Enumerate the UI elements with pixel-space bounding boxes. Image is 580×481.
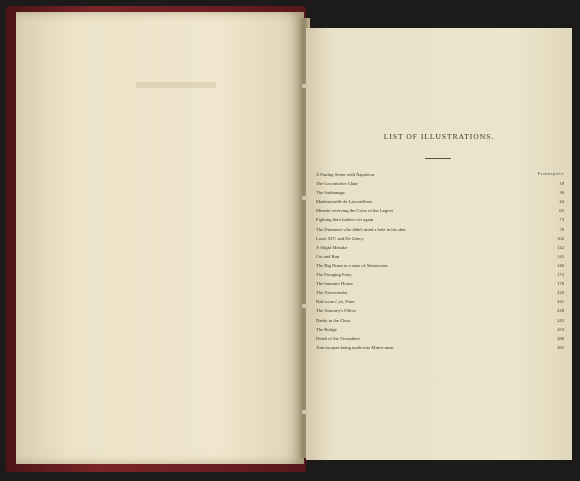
leader-dots: . . . . . . . xyxy=(428,199,521,205)
illustration-page-number: 282 xyxy=(557,344,564,350)
illustration-title: Bad scran t' ye, Peter xyxy=(316,299,355,305)
illustrations-list xyxy=(316,172,564,354)
illustration-title: The Drummer who didn't mind a hole in his skin xyxy=(316,226,406,232)
illustration-row xyxy=(316,254,564,263)
illustration-title: Louis XIV. and De Gency xyxy=(316,235,364,241)
illustration-title: The Summer House xyxy=(316,281,353,287)
illustration-title: Fighting their battles o'er again xyxy=(316,217,374,223)
leader-dots: . . . . . . . xyxy=(428,281,521,287)
illustration-row xyxy=(316,345,564,354)
leader-dots: . . . . . . . xyxy=(428,190,521,196)
illustration-page-number: 44 xyxy=(559,199,564,205)
leader-dots: . . . . . . . xyxy=(428,272,521,278)
illustration-row xyxy=(316,308,564,317)
illustration-row xyxy=(316,190,564,199)
leader-dots: . . . . . . . xyxy=(428,335,521,341)
leader-dots: . . . . . . . xyxy=(428,235,521,241)
page-heading: LIST OF ILLUSTRATIONS. xyxy=(383,132,495,141)
illustration-title: The Newsvendor xyxy=(316,290,348,296)
illustration-row xyxy=(316,236,564,245)
illustration-page-number: 146 xyxy=(557,262,564,268)
illustration-row xyxy=(316,318,564,327)
illustration-title: A Parting Scene with Napoleon xyxy=(316,172,374,177)
illustration-page-number: 280 xyxy=(557,335,564,341)
illustration-title: The Foraging Party xyxy=(316,272,352,278)
illustration-title: Tom escapes being made into Mince-meat xyxy=(316,344,394,350)
illustration-row xyxy=(316,181,564,190)
illustration-page-number: 243 xyxy=(557,317,564,323)
illustration-page-number: 178 xyxy=(557,281,564,287)
illustration-page-number: 228 xyxy=(557,308,564,314)
illustration-row xyxy=(316,290,564,299)
illustration-title: The Sarâmnage xyxy=(316,190,345,196)
right-page-contents xyxy=(306,28,572,460)
illustration-page-number: 253 xyxy=(557,326,564,332)
illustration-page-number: 143 xyxy=(557,253,564,259)
illustration-title: The Big Drum in a state of Abstraction xyxy=(316,262,388,268)
illustration-title: Cut and Run xyxy=(316,253,340,259)
illustration-row xyxy=(316,263,564,272)
illustration-page-number: 78 xyxy=(559,226,564,232)
leader-dots: . . . . . . . xyxy=(428,208,521,214)
illustration-title: Death of the Vivandière xyxy=(316,335,360,341)
illustration-row xyxy=(316,272,564,281)
illustration-row xyxy=(316,172,564,181)
leader-dots: . . . . . . . xyxy=(428,299,521,305)
illustration-page-number: 36 xyxy=(559,190,564,196)
leader-dots: . . . . . . . xyxy=(428,253,521,259)
illustration-row xyxy=(316,336,564,345)
leader-dots: . . . . . . . xyxy=(428,217,521,223)
illustration-row xyxy=(316,245,564,254)
illustration-row xyxy=(316,327,564,336)
left-blank-page xyxy=(16,12,304,464)
illustration-page-number: Frontispiece xyxy=(538,172,564,176)
heading-rule xyxy=(425,158,451,159)
illustration-page-number: 122 xyxy=(557,244,564,250)
illustration-title: The Locomotive Chair xyxy=(316,181,358,187)
illustration-page-number: 220 xyxy=(557,290,564,296)
illustration-page-number: 63 xyxy=(559,208,564,214)
illustration-page-number: 18 xyxy=(559,181,564,187)
leader-dots: . . . . . . . xyxy=(428,308,521,314)
illustration-title: A Slight Mistake xyxy=(316,244,348,250)
illustration-page-number: 102 xyxy=(557,235,564,241)
leader-dots: . . . . . . . xyxy=(428,317,521,323)
leader-dots: . . . . . . . xyxy=(428,344,521,350)
leader-dots: . . . . . . . xyxy=(428,226,521,232)
illustration-row xyxy=(316,217,564,226)
illustration-row xyxy=(316,208,564,217)
leader-dots: . . . . . . . xyxy=(428,262,521,268)
illustration-title: Minette receiving the Cross of the Legion xyxy=(316,208,393,214)
illustration-title: Mademoiselle de Lacostellerie xyxy=(316,199,373,205)
leader-dots: . . . . . . . xyxy=(428,172,521,177)
leader-dots: . . . . . . . xyxy=(428,290,521,296)
illustration-row xyxy=(316,299,564,308)
leader-dots: . . . . . . . xyxy=(428,244,521,250)
illustration-page-number: 221 xyxy=(557,299,564,305)
illustration-row xyxy=(316,281,564,290)
show-through-text xyxy=(136,82,216,88)
illustration-title: Darby in the Chair xyxy=(316,317,351,323)
illustration-row xyxy=(316,199,564,208)
illustration-title: The Attorney's Office xyxy=(316,308,356,314)
leader-dots: . . . . . . . xyxy=(428,181,521,187)
illustration-title: The Bridge xyxy=(316,326,337,332)
illustration-page-number: 172 xyxy=(557,272,564,278)
illustration-row xyxy=(316,227,564,236)
illustration-page-number: 73 xyxy=(559,217,564,223)
leader-dots: . . . . . . . xyxy=(428,326,521,332)
